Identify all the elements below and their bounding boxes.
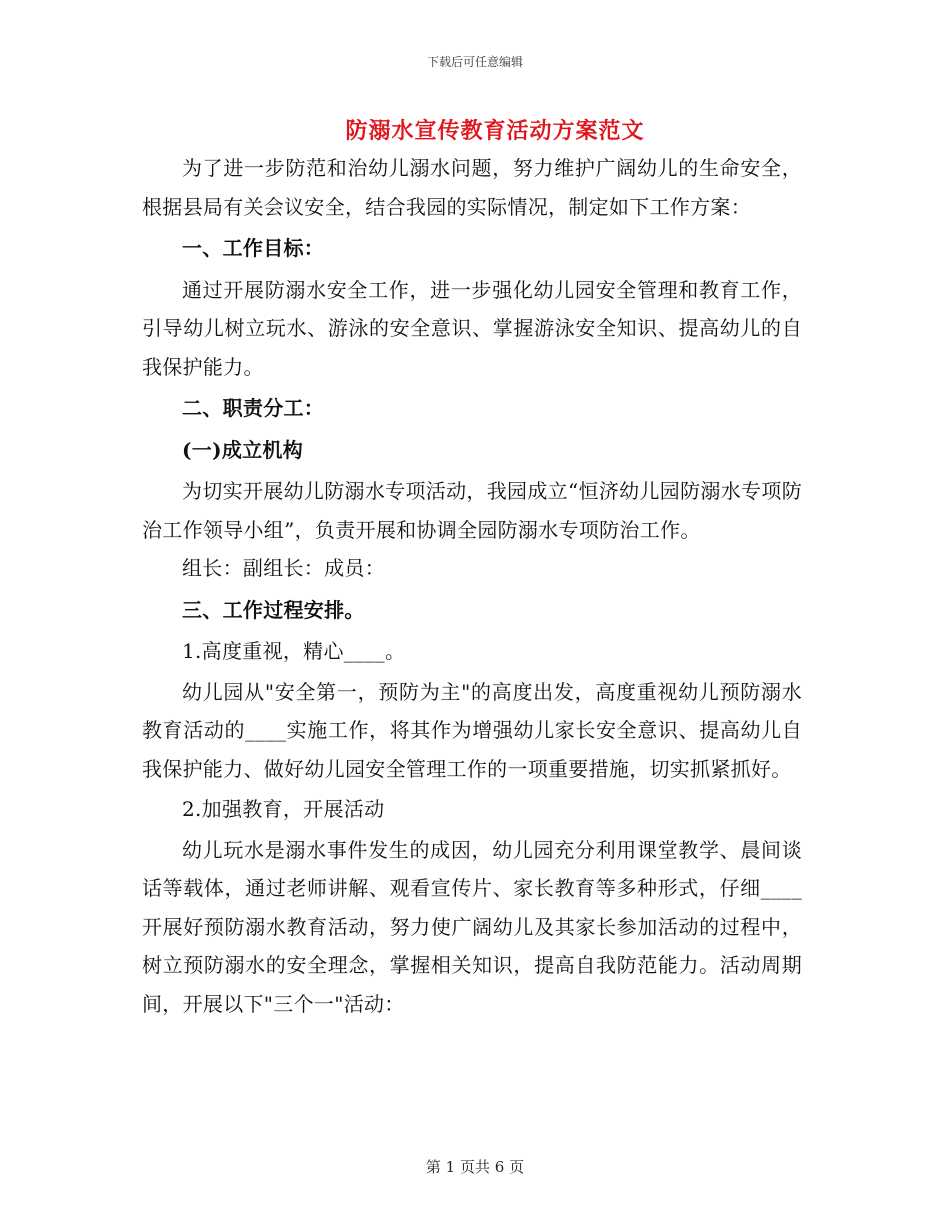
page-number-footer: 第 1 页共 6 页 <box>425 1158 525 1176</box>
page-header-note: 下载后可任意编辑 <box>426 55 523 69</box>
section-heading-arrangement: 三、工作过程安排。 <box>182 597 365 622</box>
document-body <box>142 149 802 1023</box>
item-2-paragraph: 幼儿玩水是溺水事件发生的成因，幼儿园充分利用课堂教学、晨间谈话等载体，通过老师讲解、观看宣传片、家长教育等多种形式，仔细____开展好预防溺水教育活动，努力使广阔幼儿及其家长参加活动的过程中，树立预防溺水的安全理念，掌握相关知识，提高自我防范能力。活动周期间，开展以下"三个一"活动： <box>142 837 802 1016</box>
section-heading-goals: 一、工作目标： <box>182 236 325 260</box>
document-title: 防溺水宣传教育活动方案范文 <box>345 118 645 144</box>
item-heading-2: 2.加强教育，开展活动 <box>182 797 385 821</box>
organization-paragraph: 为切实开展幼儿防溺水专项活动，我园成立“恒济幼儿园防溺水专项防治工作领导小组”，负责开展和协调全园防溺水专项防治工作。 <box>142 479 802 542</box>
intro-paragraph: 为了进一步防范和治幼儿溺水问题，努力维护广阔幼儿的生命安全，根据县局有关会议安全，结合我园的实际情况，制定如下工作方案： <box>142 156 802 219</box>
item-1-paragraph: 幼儿园从"安全第一，预防为主"的高度出发，高度重视幼儿预防溺水教育活动的____实施工作，将其作为增强幼儿家长安全意识、提高幼儿自我保护能力、做好幼儿园安全管理工作的一项重要措施，切实抓紧抓好。 <box>142 679 802 781</box>
subsection-heading-organization: (一)成立机构 <box>182 437 304 462</box>
item-heading-1: 1.高度重视，精心____。 <box>182 639 406 663</box>
section-heading-duties: 二、职责分工： <box>182 396 325 420</box>
members-line: 组长：副组长：成员： <box>182 556 385 580</box>
goals-paragraph: 通过开展防溺水安全工作，进一步强化幼儿园安全管理和教育工作，引导幼儿树立玩水、游泳的安全意识、掌握游泳安全知识、提高幼儿的自我保护能力。 <box>142 277 802 379</box>
